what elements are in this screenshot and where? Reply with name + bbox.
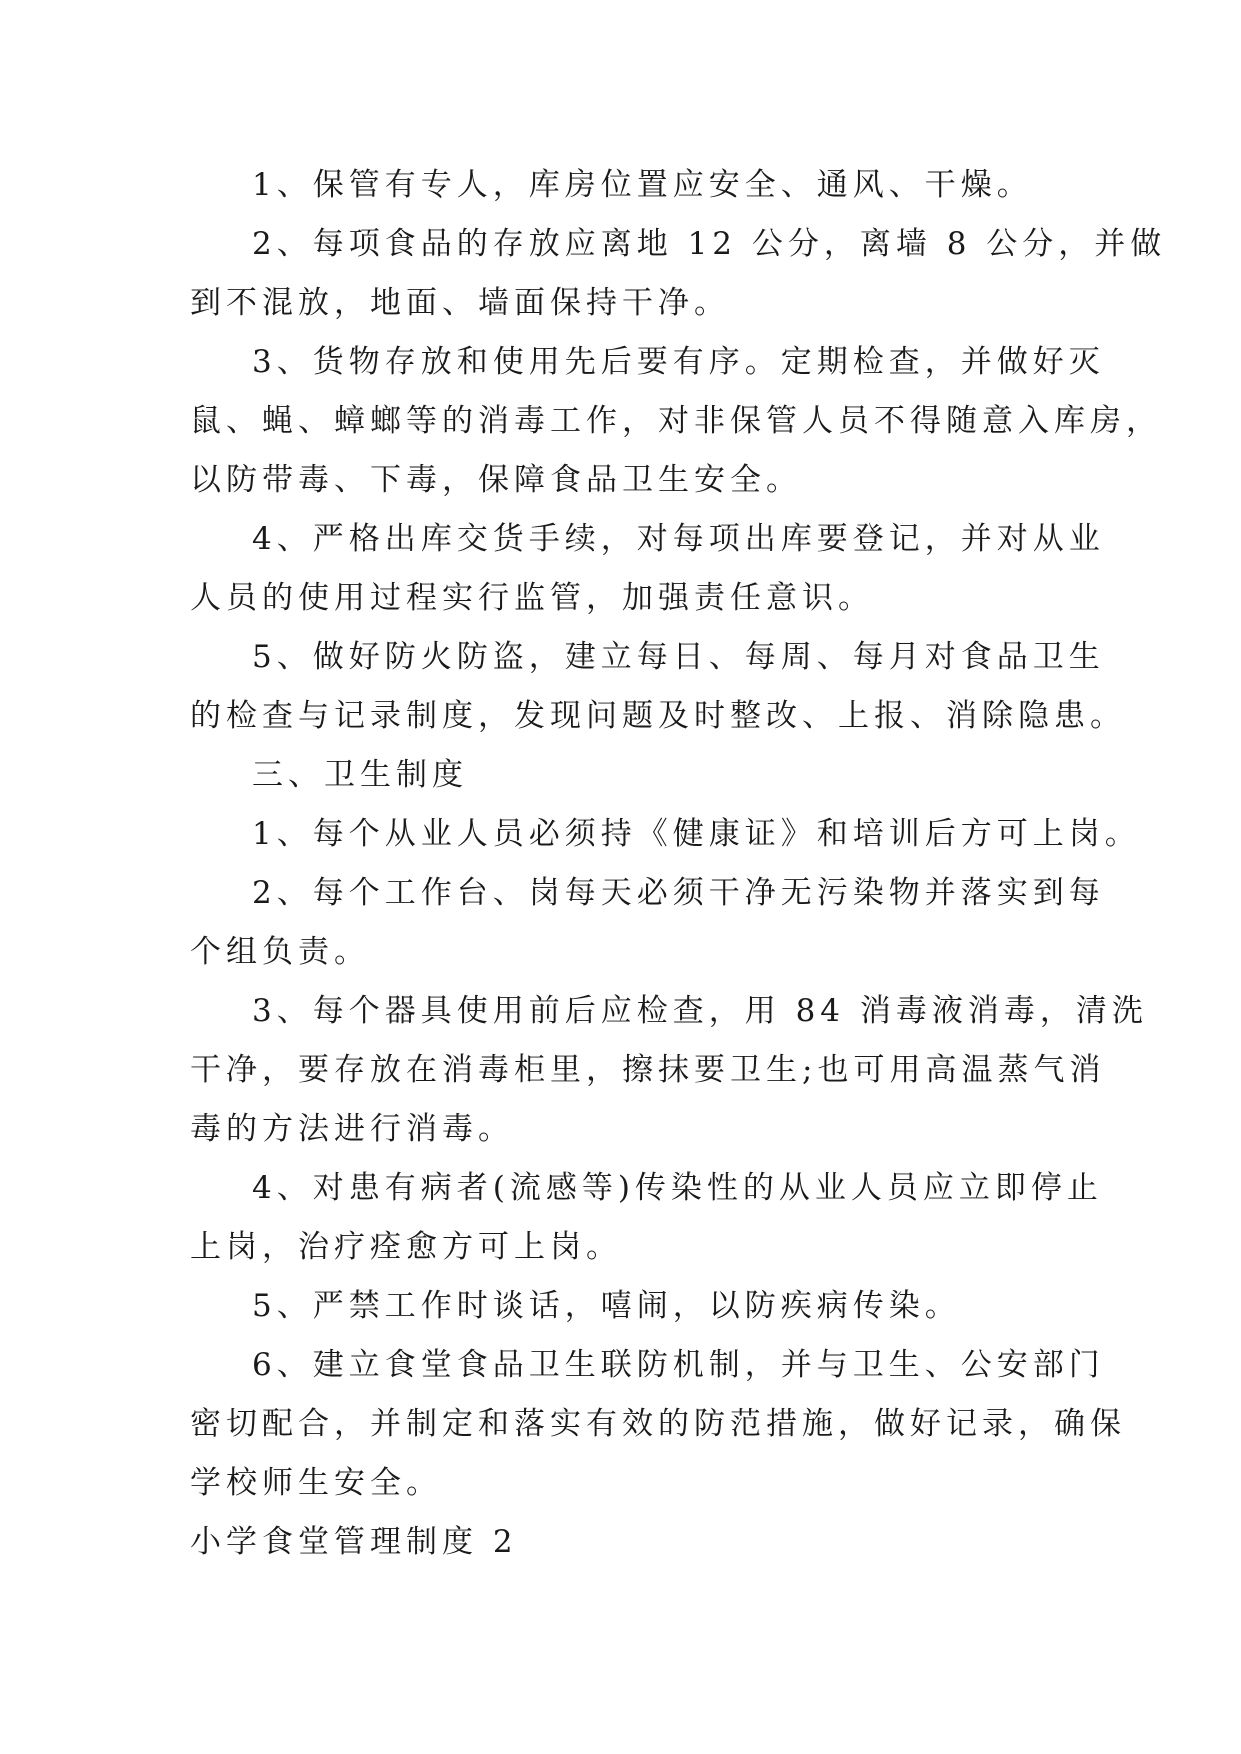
paragraph-line: 毒的方法进行消毒。 — [190, 1111, 514, 1147]
paragraph-line: 到不混放，地面、墙面保持干净。 — [190, 285, 730, 321]
paragraph-line: 干净，要存放在消毒柜里，擦抹要卫生;也可用高温蒸气消 — [190, 1052, 1106, 1088]
paragraph-line: 2、每个工作台、岗每天必须干净无污染物并落实到每 — [252, 875, 1105, 911]
paragraph-line: 人员的使用过程实行监管，加强责任意识。 — [190, 580, 874, 616]
paragraph-line: 上岗，治疗痊愈方可上岗。 — [190, 1229, 622, 1265]
paragraph-line: 3、货物存放和使用先后要有序。定期检查，并做好灭 — [252, 344, 1105, 380]
paragraph-line: 以防带毒、下毒，保障食品卫生安全。 — [190, 462, 802, 498]
paragraph-line: 的检查与记录制度，发现问题及时整改、上报、消除隐患。 — [190, 698, 1126, 734]
paragraph-line: 4、对患有病者(流感等)传染性的从业人员应立即停止 — [252, 1170, 1103, 1206]
paragraph-line: 密切配合，并制定和落实有效的防范措施，做好记录，确保 — [190, 1406, 1126, 1442]
paragraph-line: 6、建立食堂食品卫生联防机制，并与卫生、公安部门 — [252, 1347, 1105, 1383]
paragraph-line: 1、保管有专人，库房位置应安全、通风、干燥。 — [252, 167, 1033, 203]
paragraph-line: 3、每个器具使用前后应检查，用 84 消毒液消毒，清洗 — [252, 993, 1148, 1029]
paragraph-line: 2、每项食品的存放应离地 12 公分，离墙 8 公分，并做 — [252, 226, 1167, 262]
paragraph-line: 学校师生安全。 — [190, 1465, 442, 1501]
section-heading: 三、卫生制度 — [252, 757, 468, 793]
paragraph-line: 个组负责。 — [190, 934, 370, 970]
paragraph-line: 鼠、蝇、蟑螂等的消毒工作，对非保管人员不得随意入库房， — [190, 403, 1162, 439]
paragraph-line: 1、每个从业人员必须持《健康证》和培训后方可上岗。 — [252, 816, 1141, 852]
paragraph-line: 5、严禁工作时谈话，嘻闹，以防疾病传染。 — [252, 1288, 961, 1324]
paragraph-line: 4、严格出库交货手续，对每项出库要登记，并对从业 — [252, 521, 1105, 557]
paragraph-line: 5、做好防火防盗，建立每日、每周、每月对食品卫生 — [252, 639, 1105, 675]
document-title: 小学食堂管理制度 2 — [190, 1524, 518, 1560]
